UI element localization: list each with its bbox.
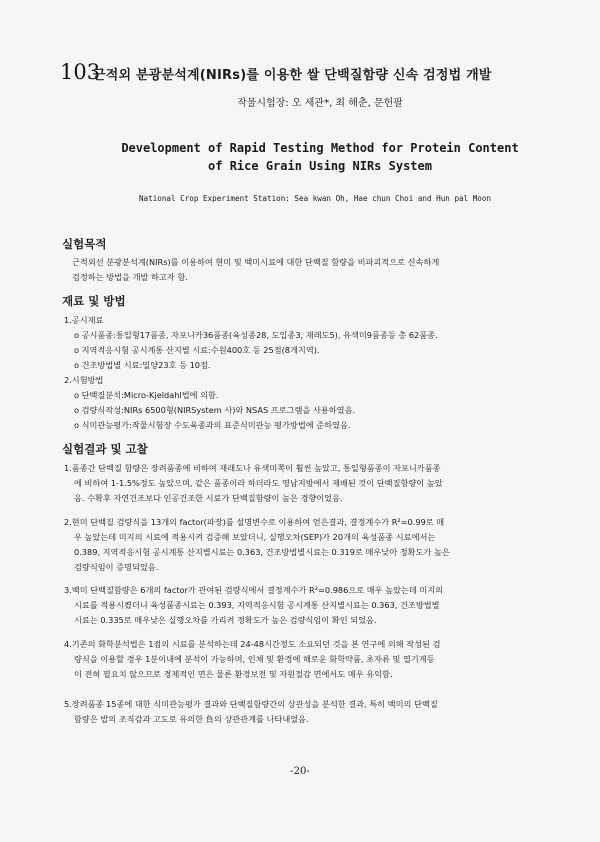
result-4-line-2: 량식을 이용할 경우 1분이내에 분석이 가능하며, 인체 및 환경에 해로운 화학약품, 초자류 및 열기계등 <box>74 654 435 664</box>
result-paragraph-5 <box>64 697 438 727</box>
result-3-line-1: 3.백미 단백질함량은 6개의 factor가 관여된 검량식에서 결정계수가 R²=0.986으로 매우 높았는데 미지의 <box>64 585 444 595</box>
result-5-line-1: 5.장려품종 15종에 대한 식미관능평가 결과와 단백질함량간의 상관성을 분석한 결과, 특히 백미의 단백질 <box>64 699 438 709</box>
results-heading: 실험결과 및 고찰 <box>62 442 148 456</box>
result-paragraph-4 <box>64 637 441 682</box>
english-affiliation: National Crop Experiment Station: Sea kwan Oh, Hae chun Choi and Hun pal Moon <box>138 194 492 203</box>
materials-item-2: o 공시품종:통일형17품종, 자포니카36품종(육성종28, 도입종3, 재래도5), 유색미9품종등 총 62품종. <box>74 330 438 340</box>
english-title-line-2: of Rice Grain Using NIRs System <box>208 159 432 173</box>
korean-authors: 작물시험장: 오 세관*, 최 해춘, 문헌팔 <box>237 98 403 109</box>
objective-line-1: 근적외선 분광분석계(NIRs)를 이용하여 현미 및 백미시료에 대한 단백질 함량을 비파괴적으로 신속하게 <box>72 257 440 267</box>
objective-line-2: 검정하는 방법을 개발 하고자 함. <box>72 272 188 282</box>
objective-heading: 실험목적 <box>62 237 107 251</box>
materials-item-3: o 지역적응시험 공시계통 산지별 시료:수원400호 등 25점(8개지역). <box>74 345 320 355</box>
english-title-line-1: Development of Rapid Testing Method for Protein Content <box>121 141 519 155</box>
korean-title: 근적외 분광분석계(NIRs)를 이용한 쌀 단백질함량 신속 검정법 개발 <box>93 68 492 83</box>
result-2-line-3: 0.389, 지역적응시험 공시계통 산지별시료는 0.363, 건조방법별시료는 0.319로 매우낮아 정확도가 높은 <box>74 547 450 557</box>
materials-item-8: o 식미관능평가:작물시험장 수도육종과의 표준식미관능 평가방법에 준하였음. <box>74 420 351 430</box>
materials-heading: 재료 및 방법 <box>62 294 126 308</box>
materials-item-4: o 건조방법별 시료:밀양23호 등 10점. <box>74 360 211 370</box>
result-1-line-2: 에 비하여 1-1.5%정도 높았으며, 같은 품종이라 하더라도 영남지방에서 재배된 것이 단백질함량이 높았 <box>74 478 443 488</box>
result-paragraph-3 <box>64 583 443 628</box>
result-2-line-4: 검량식임이 증명되었음. <box>74 562 159 572</box>
result-4-line-1: 4.기존의 화학분석법은 1점의 시료를 분석하는데 24-48시간정도 소요되던 것을 본 연구에 의해 작성된 검 <box>64 639 441 649</box>
page-number: -20- <box>290 766 310 777</box>
result-1-line-1: 1.품종간 단백질 함량은 장려품종에 비하여 재래도나 유색미쪽이 훨씬 높았고, 통일형품종이 자포니카품종 <box>64 463 441 473</box>
english-title <box>80 139 560 175</box>
result-2-line-2: 우 높았는데 미지의 시료에 적용시켜 검증해 보았더니, 실행오차(SEP)가 20개의 육성품종 시료에서는 <box>74 532 436 542</box>
abstract-number: 103 <box>60 60 101 84</box>
result-4-line-3: 이 전혀 필요치 않으므로 경제적인 면은 물론 환경보전 및 자원절감 면에서도 매우 유익함. <box>74 669 393 679</box>
result-paragraph-2 <box>64 515 450 575</box>
materials-item-6: o 단백질분석:Micro-Kjeldahl법에 의함. <box>74 390 219 400</box>
result-2-line-1: 2.현미 단백질 검량식을 13개의 factor(파장)를 설명변수로 이용하여 얻은결과, 결정계수가 R²=0.99로 매 <box>64 517 445 527</box>
result-3-line-2: 시료를 적용시켰더니 육성품종시료는 0.393, 지역적응시험 공시계통 산지별시료는 0.363, 건조방법별 <box>74 600 440 610</box>
materials-item-5: 2.시험방법 <box>64 375 104 385</box>
materials-item-7: o 검량식작성:NIRs 6500형(NIRSystem 사)와 NSAS 프로그램을 사용하였음. <box>74 405 356 415</box>
result-5-line-2: 함량은 밥의 조직감과 고도로 유의한 負의 상관관계를 나타내었음. <box>74 714 309 724</box>
result-3-line-3: 시료는 0.335로 매우낮은 실행오차를 가리켜 정확도가 높은 검량식임이 확인 되었음. <box>74 615 377 625</box>
result-paragraph-1 <box>64 461 443 506</box>
materials-item-1: 1.공시재료 <box>64 315 104 325</box>
result-1-line-3: 음. 수확후 자연건조보다 인공건조한 시료가 단백질함량이 높은 경향이었음. <box>74 493 343 503</box>
